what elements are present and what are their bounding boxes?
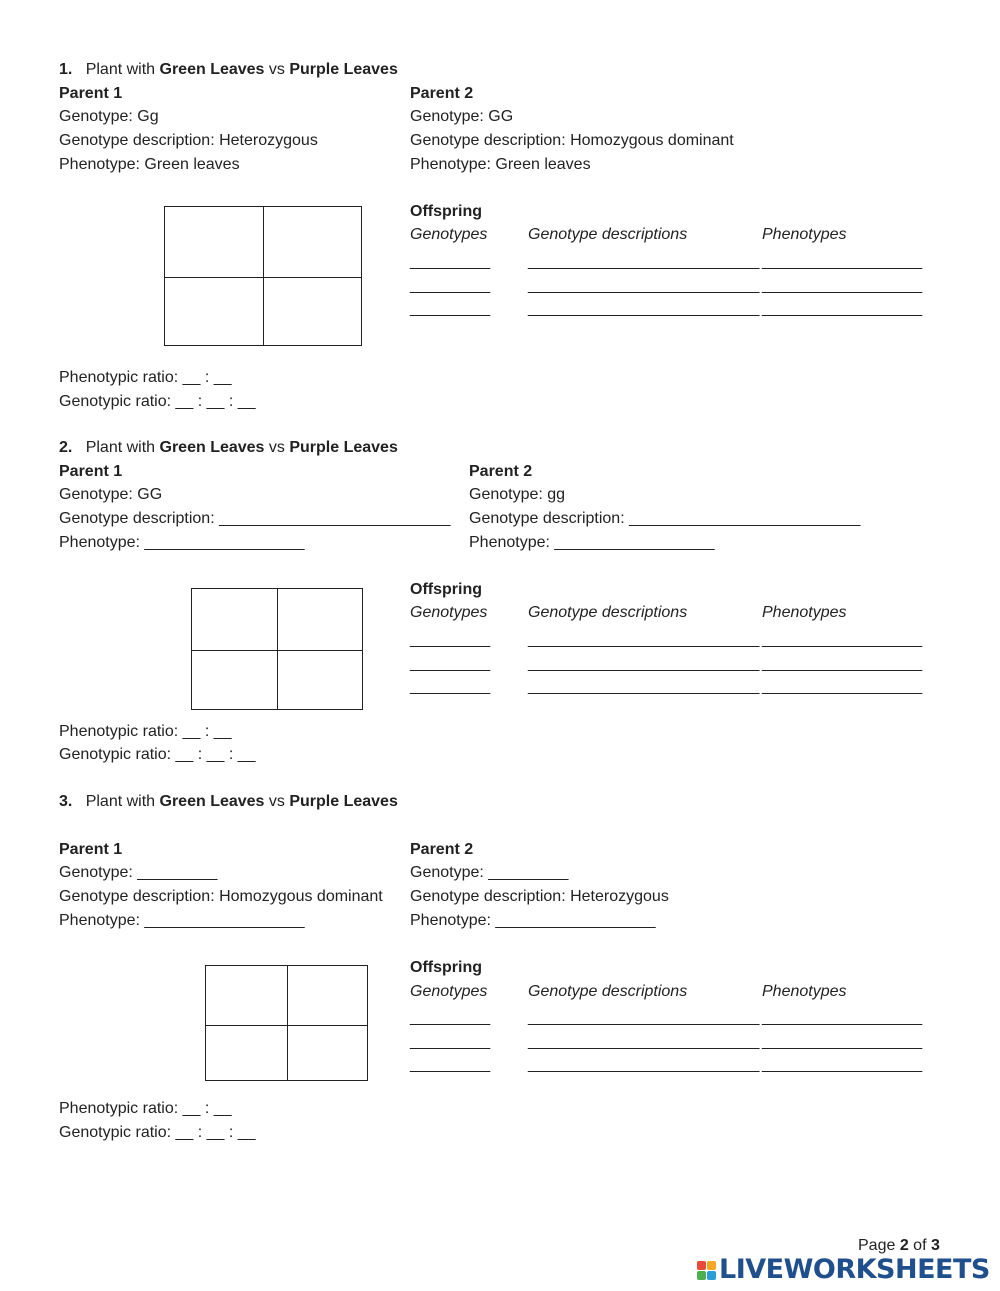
punnett-square[interactable] xyxy=(164,206,362,346)
logo-text: LIVEWORKSHEETS xyxy=(719,1254,990,1285)
genotypic-ratio[interactable]: Genotypic ratio: __ : __ : __ xyxy=(59,393,256,410)
offspring-blank[interactable]: __________________ xyxy=(762,277,923,294)
liveworksheets-icon xyxy=(697,1261,716,1280)
offspring-blank[interactable]: __________________________ xyxy=(528,1056,760,1073)
offspring-blank[interactable]: __________________ xyxy=(762,1056,923,1073)
parent2-genotype: Genotype: GG xyxy=(410,108,514,125)
offspring-heading: Offspring xyxy=(410,581,482,598)
parent2-phenotype: Phenotype: Green leaves xyxy=(410,156,591,173)
genotypic-ratio[interactable]: Genotypic ratio: __ : __ : __ xyxy=(59,1124,256,1141)
parent1-heading: Parent 1 xyxy=(59,463,123,480)
offspring-blank[interactable]: __________________________ xyxy=(528,300,760,317)
parent2-genotype: Genotype: gg xyxy=(469,486,566,503)
phenotypic-ratio[interactable]: Phenotypic ratio: __ : __ xyxy=(59,369,232,386)
offspring-blank[interactable]: _________ xyxy=(410,300,491,317)
genotypic-ratio[interactable]: Genotypic ratio: __ : __ : __ xyxy=(59,746,256,763)
offspring-blank[interactable]: __________________________ xyxy=(528,277,760,294)
offspring-blank[interactable]: __________________________ xyxy=(528,678,760,695)
offspring-blank[interactable]: __________________ xyxy=(762,678,923,695)
parent1-genotype[interactable]: Genotype: _________ xyxy=(59,864,218,881)
parent2-description[interactable]: Genotype description: __________________________ xyxy=(469,510,861,527)
offspring-blank[interactable]: _________ xyxy=(410,1056,491,1073)
offspring-blank[interactable]: __________________ xyxy=(762,1009,923,1026)
parent1-phenotype[interactable]: Phenotype: __________________ xyxy=(59,534,305,551)
offspring-blank[interactable]: _________ xyxy=(410,1009,491,1026)
offspring-blank[interactable]: _________ xyxy=(410,1033,491,1050)
offspring-blank[interactable]: __________________________ xyxy=(528,631,760,648)
parent1-heading: Parent 1 xyxy=(59,85,123,102)
offspring-genotypes-header: Genotypes xyxy=(410,604,488,621)
problem-number: 1. xyxy=(59,61,73,78)
parent2-phenotype[interactable]: Phenotype: __________________ xyxy=(469,534,715,551)
offspring-blank[interactable]: __________________ xyxy=(762,631,923,648)
offspring-genotypes-header: Genotypes xyxy=(410,226,488,243)
parent1-phenotype[interactable]: Phenotype: __________________ xyxy=(59,912,305,929)
problem-title: 1. Plant with Green Leaves vs Purple Leaves xyxy=(59,61,398,78)
offspring-heading: Offspring xyxy=(410,959,482,976)
offspring-blank[interactable]: __________________ xyxy=(762,1033,923,1050)
parent1-phenotype: Phenotype: Green leaves xyxy=(59,156,240,173)
offspring-descriptions-header: Genotype descriptions xyxy=(528,983,688,1000)
problem-number: 3. xyxy=(59,793,73,810)
parent2-heading: Parent 2 xyxy=(410,841,474,858)
offspring-blank[interactable]: __________________ xyxy=(762,655,923,672)
parent2-phenotype[interactable]: Phenotype: __________________ xyxy=(410,912,656,929)
problem-number: 2. xyxy=(59,439,73,456)
parent1-description[interactable]: Genotype description: __________________________ xyxy=(59,510,451,527)
offspring-blank[interactable]: __________________________ xyxy=(528,1033,760,1050)
offspring-phenotypes-header: Phenotypes xyxy=(762,983,847,1000)
offspring-heading: Offspring xyxy=(410,203,482,220)
parent2-description: Genotype description: Homozygous dominant xyxy=(410,132,734,149)
parent1-description: Genotype description: Homozygous dominant xyxy=(59,888,383,905)
problem-title: 3. Plant with Green Leaves vs Purple Leaves xyxy=(59,793,398,810)
offspring-blank[interactable]: _________ xyxy=(410,631,491,648)
offspring-descriptions-header: Genotype descriptions xyxy=(528,226,688,243)
offspring-phenotypes-header: Phenotypes xyxy=(762,604,847,621)
page-number: Page 2 of 3 xyxy=(858,1237,940,1254)
offspring-blank[interactable]: __________________________ xyxy=(528,655,760,672)
offspring-phenotypes-header: Phenotypes xyxy=(762,226,847,243)
offspring-descriptions-header: Genotype descriptions xyxy=(528,604,688,621)
offspring-blank[interactable]: _________ xyxy=(410,277,491,294)
parent2-description: Genotype description: Heterozygous xyxy=(410,888,669,905)
parent1-heading: Parent 1 xyxy=(59,841,123,858)
phenotypic-ratio[interactable]: Phenotypic ratio: __ : __ xyxy=(59,723,232,740)
offspring-blank[interactable]: _________ xyxy=(410,678,491,695)
parent1-description: Genotype description: Heterozygous xyxy=(59,132,318,149)
offspring-blank[interactable]: __________________ xyxy=(762,253,923,270)
parent1-genotype: Genotype: Gg xyxy=(59,108,159,125)
offspring-blank[interactable]: __________________ xyxy=(762,300,923,317)
parent2-heading: Parent 2 xyxy=(469,463,533,480)
problem-title: 2. Plant with Green Leaves vs Purple Leaves xyxy=(59,439,398,456)
parent2-genotype[interactable]: Genotype: _________ xyxy=(410,864,569,881)
parent1-genotype: Genotype: GG xyxy=(59,486,163,503)
offspring-blank[interactable]: _________ xyxy=(410,253,491,270)
punnett-square[interactable] xyxy=(191,588,363,710)
punnett-square[interactable] xyxy=(205,965,368,1081)
liveworksheets-logo xyxy=(697,1255,990,1285)
offspring-blank[interactable]: __________________________ xyxy=(528,1009,760,1026)
offspring-blank[interactable]: _________ xyxy=(410,655,491,672)
offspring-blank[interactable]: __________________________ xyxy=(528,253,760,270)
parent2-heading: Parent 2 xyxy=(410,85,474,102)
phenotypic-ratio[interactable]: Phenotypic ratio: __ : __ xyxy=(59,1100,232,1117)
offspring-genotypes-header: Genotypes xyxy=(410,983,488,1000)
